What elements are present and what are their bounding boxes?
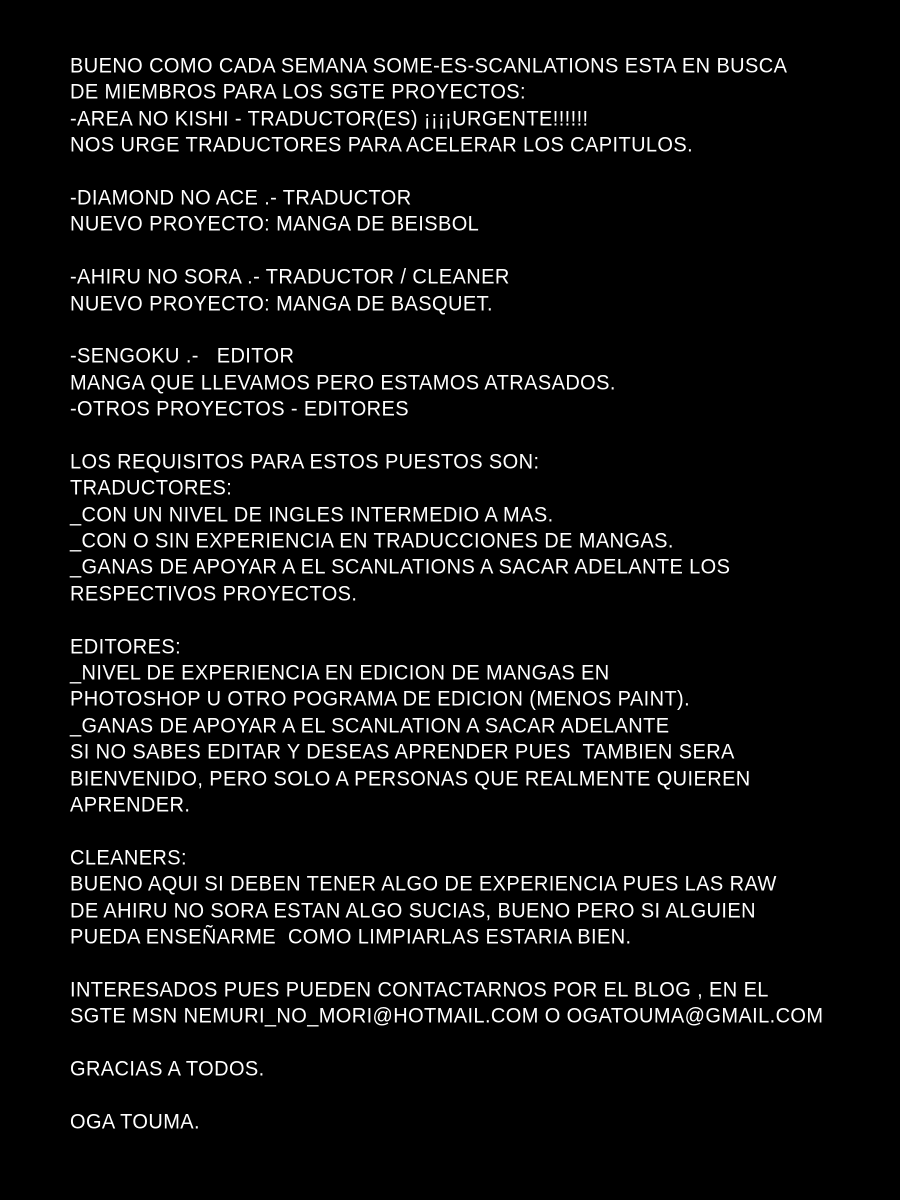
text-line: _CON O SIN EXPERIENCIA EN TRADUCCIONES DE MANGAS. <box>70 529 674 553</box>
text-line: PUEDA ENSEÑARME COMO LIMPIARLAS ESTARIA BIEN. <box>70 924 632 949</box>
blank-line <box>70 158 870 187</box>
text-line: DE MIEMBROS PARA LOS SGTE PROYECTOS: <box>70 80 526 105</box>
text-line: -AHIRU NO SORA .- TRADUCTOR / CLEANER <box>70 265 510 289</box>
text-line: BIENVENIDO, PERO SOLO A PERSONAS QUE REALMENTE QUIEREN <box>70 766 751 791</box>
text-line: _GANAS DE APOYAR A EL SCANLATION A SACAR ADELANTE <box>70 713 670 738</box>
text-line: TRADUCTORES: <box>70 476 233 501</box>
text-line: _NIVEL DE EXPERIENCIA EN EDICION DE MANGAS EN <box>70 661 610 685</box>
text-line: _CON UN NIVEL DE INGLES INTERMEDIO A MAS. <box>70 502 554 527</box>
blank-line <box>70 316 870 345</box>
text-line: -SENGOKU .- EDITOR <box>70 344 295 369</box>
text-line: CLEANERS: <box>70 845 187 870</box>
text-line: BUENO AQUI SI DEBEN TENER ALGO DE EXPERIENCIA PUES LAS RAW <box>70 872 777 896</box>
blank-line <box>70 817 870 846</box>
text-line: SI NO SABES EDITAR Y DESEAS APRENDER PUES TAMBIEN SERA <box>70 740 735 765</box>
text-line: LOS REQUISITOS PARA ESTOS PUESTOS SON: <box>70 449 540 474</box>
blank-line <box>70 421 870 450</box>
blank-line <box>70 949 870 978</box>
text-line: APRENDER. <box>70 793 191 817</box>
text-line: NUEVO PROYECTO: MANGA DE BASQUET. <box>70 291 493 316</box>
text-line: NUEVO PROYECTO: MANGA DE BEISBOL <box>70 212 480 237</box>
text-line: INTERESADOS PUES PUEDEN CONTACTARNOS POR EL BLOG , EN EL <box>70 977 769 1002</box>
text-line: OGA TOUMA. <box>70 1109 200 1134</box>
text-line: -DIAMOND NO ACE .- TRADUCTOR <box>70 186 412 210</box>
text-line: BUENO COMO CADA SEMANA SOME-ES-SCANLATIONS ESTA EN BUSCA <box>70 54 788 78</box>
blank-line <box>70 1081 870 1110</box>
text-line: GRACIAS A TODOS. <box>70 1056 265 1081</box>
text-line: EDITORES: <box>70 634 182 659</box>
blank-line <box>70 237 870 266</box>
text-line: RESPECTIVOS PROYECTOS. <box>70 581 358 606</box>
text-line: SGTE MSN NEMURI_NO_MORI@HOTMAIL.COM O OGATOUMA@GMAIL.COM <box>70 1004 824 1028</box>
blank-line <box>70 606 870 635</box>
text-line: MANGA QUE LLEVAMOS PERO ESTAMOS ATRASADOS. <box>70 370 616 395</box>
text-line: -AREA NO KISHI - TRADUCTOR(ES) ¡¡¡¡URGENTE!!!!!! <box>70 106 589 131</box>
text-line: -OTROS PROYECTOS - EDITORES <box>70 397 409 421</box>
recruitment-notice <box>70 53 870 1135</box>
text-line: NOS URGE TRADUCTORES PARA ACELERAR LOS CAPITULOS. <box>70 133 694 158</box>
blank-line <box>70 1028 870 1057</box>
text-line: PHOTOSHOP U OTRO POGRAMA DE EDICION (MENOS PAINT). <box>70 687 691 712</box>
text-line: _GANAS DE APOYAR A EL SCANLATIONS A SACAR ADELANTE LOS <box>70 555 731 580</box>
text-line: DE AHIRU NO SORA ESTAN ALGO SUCIAS, BUENO PERO SI ALGUIEN <box>70 898 756 923</box>
